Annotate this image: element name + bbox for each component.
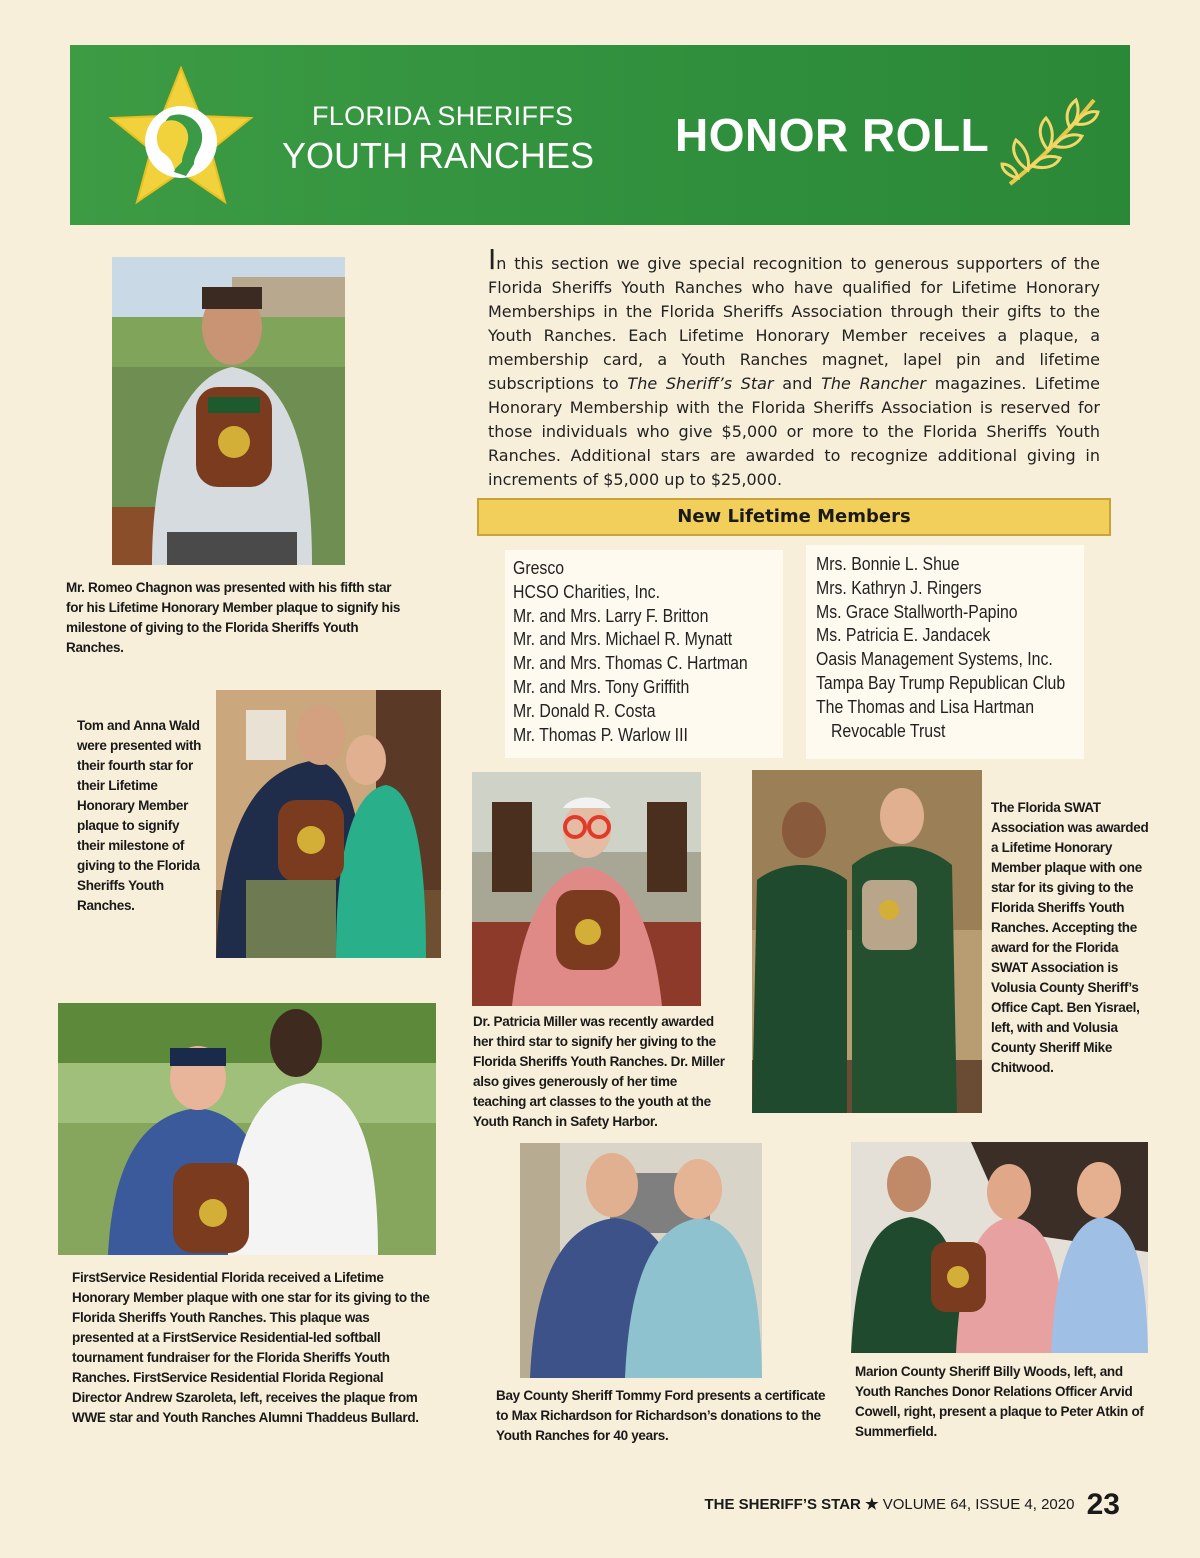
laurel-branch-icon — [998, 92, 1108, 192]
member-name: Ms. Grace Stallworth-Papino — [816, 601, 1018, 622]
member-name: Mrs. Bonnie L. Shue — [816, 554, 960, 574]
magazine-title-sheriffs-star: The Sheriff’s Star — [627, 374, 774, 393]
member-name: Mr. and Mrs. Thomas C. Hartman — [513, 653, 748, 674]
caption-bay-county: Bay County Sheriff Tommy Ford presents a certificate to Max Richardson for Richardson’s donations to the Youth Ranches for 40 years. — [496, 1388, 826, 1443]
photo-firstservice — [58, 1003, 436, 1255]
members-heading: New Lifetime Members — [477, 498, 1111, 536]
photo-swat — [752, 770, 982, 1113]
intro-paragraph — [488, 243, 1101, 492]
org-name-line2: YOUTH RANCHES — [282, 135, 595, 176]
member-name: Mr. and Mrs. Michael R. Mynatt — [513, 629, 733, 650]
member-name: Tampa Bay Trump Republican Club — [816, 672, 1066, 693]
issue-info: VOLUME 64, ISSUE 4, 2020 — [882, 1496, 1075, 1513]
caption-chagnon: Mr. Romeo Chagnon was presented with his fifth star for his Lifetime Honorary Member plaque to signify his milestone of giving to the Florida Sheriffs Youth Ranches. — [66, 580, 401, 655]
member-name: Revocable Trust — [830, 720, 946, 741]
caption-firstservice: FirstService Residential Florida received a Lifetime Honorary Member plaque with one star for its giving to the Florida Sheriffs Youth Ranches. This plaque was presented at a FirstService Residential-led softball tournament fundraiser for the Florida Sheriffs Youth Ranches. FirstService Residential Florida Regional Director Andrew Szaroleta, left, receives the plaque from WWE star and Youth Ranches Alumni Thaddeus Bullard. — [72, 1270, 430, 1425]
page-footer — [704, 1488, 1120, 1522]
sheriff-star-logo-icon — [108, 66, 254, 206]
intro-text-a: n this section we give special recognition to generous supporters of the Florida Sheriffs Youth Ranches who have qualified for Lifetime Honorary Memberships in the Florida Sheriffs Association through their gifts to the Youth Ranches. Each Lifetime Honorary Member receives a plaque, a membership card, a Youth Ranches magnet, lapel pin and lifetime subscriptions to — [488, 254, 1100, 393]
photo-wald — [216, 690, 441, 958]
intro-conjunction: and — [773, 374, 822, 393]
member-name: The Thomas and Lisa Hartman — [816, 696, 1035, 717]
member-name: Mrs. Kathryn J. Ringers — [816, 577, 982, 598]
photo-miller — [472, 772, 701, 1006]
members-list-right — [806, 545, 1084, 759]
member-name: Ms. Patricia E. Jandacek — [816, 625, 991, 646]
page-number: 23 — [1086, 1488, 1120, 1521]
magazine-name: THE SHERIFF’S STAR — [704, 1496, 861, 1513]
member-name: Oasis Management Systems, Inc. — [816, 649, 1053, 670]
page-title: HONOR ROLL — [675, 109, 990, 161]
drop-cap: I — [488, 243, 497, 276]
member-name: Mr. and Mrs. Larry F. Britton — [513, 605, 709, 626]
member-name: Mr. Donald R. Costa — [513, 700, 656, 721]
caption-miller: Dr. Patricia Miller was recently awarded her third star to signify her giving to the Florida Sheriffs Youth Ranches. Dr. Miller also gives generously of her time teaching art classes to the youth at the Youth Ranch in Safety Harbor. — [473, 1014, 725, 1129]
intro-text-b: magazines. Lifetime Honorary Membership with the Florida Sheriffs Association is reserved for those individuals who give $5,000 or more to the Florida Sheriffs Youth Ranches. Additional stars are awarded to recognize additional giving in increments of $5,000 up to $25,000. — [488, 374, 1101, 489]
member-name: Mr. Thomas P. Warlow III — [513, 724, 688, 745]
caption-marion-county: Marion County Sheriff Billy Woods, left, and Youth Ranches Donor Relations Officer Arvid Cowell, right, present a plaque to Peter Atkin of Summerfield. — [855, 1364, 1144, 1439]
members-list-left — [505, 550, 783, 758]
photo-chagnon — [112, 257, 345, 565]
magazine-title-rancher: The Rancher — [821, 374, 926, 393]
photo-bay-county — [520, 1143, 762, 1378]
member-name: Mr. and Mrs. Tony Griffith — [513, 676, 690, 697]
member-name: Gresco — [513, 558, 565, 578]
caption-swat: The Florida SWAT Association was awarded a Lifetime Honorary Member plaque with one star for its giving to the Florida Sheriffs Youth Ranches. Accepting the award for the Florida SWAT Association is Volusia County Sheriff’s Office Capt. Ben Yisrael, left, with and Volusia County Sheriff Mike Chitwood. — [991, 800, 1149, 1075]
member-name: HCSO Charities, Inc. — [513, 581, 661, 602]
org-name-line1: FLORIDA SHERIFFS — [312, 101, 574, 131]
photo-marion-county — [851, 1142, 1148, 1353]
caption-wald: Tom and Anna Wald were presented with their fourth star for their Lifetime Honorary Member plaque to signify their milestone of giving to the Florida Sheriffs Youth Ranches. — [77, 718, 202, 913]
footer-star-icon: ★ — [865, 1496, 879, 1513]
